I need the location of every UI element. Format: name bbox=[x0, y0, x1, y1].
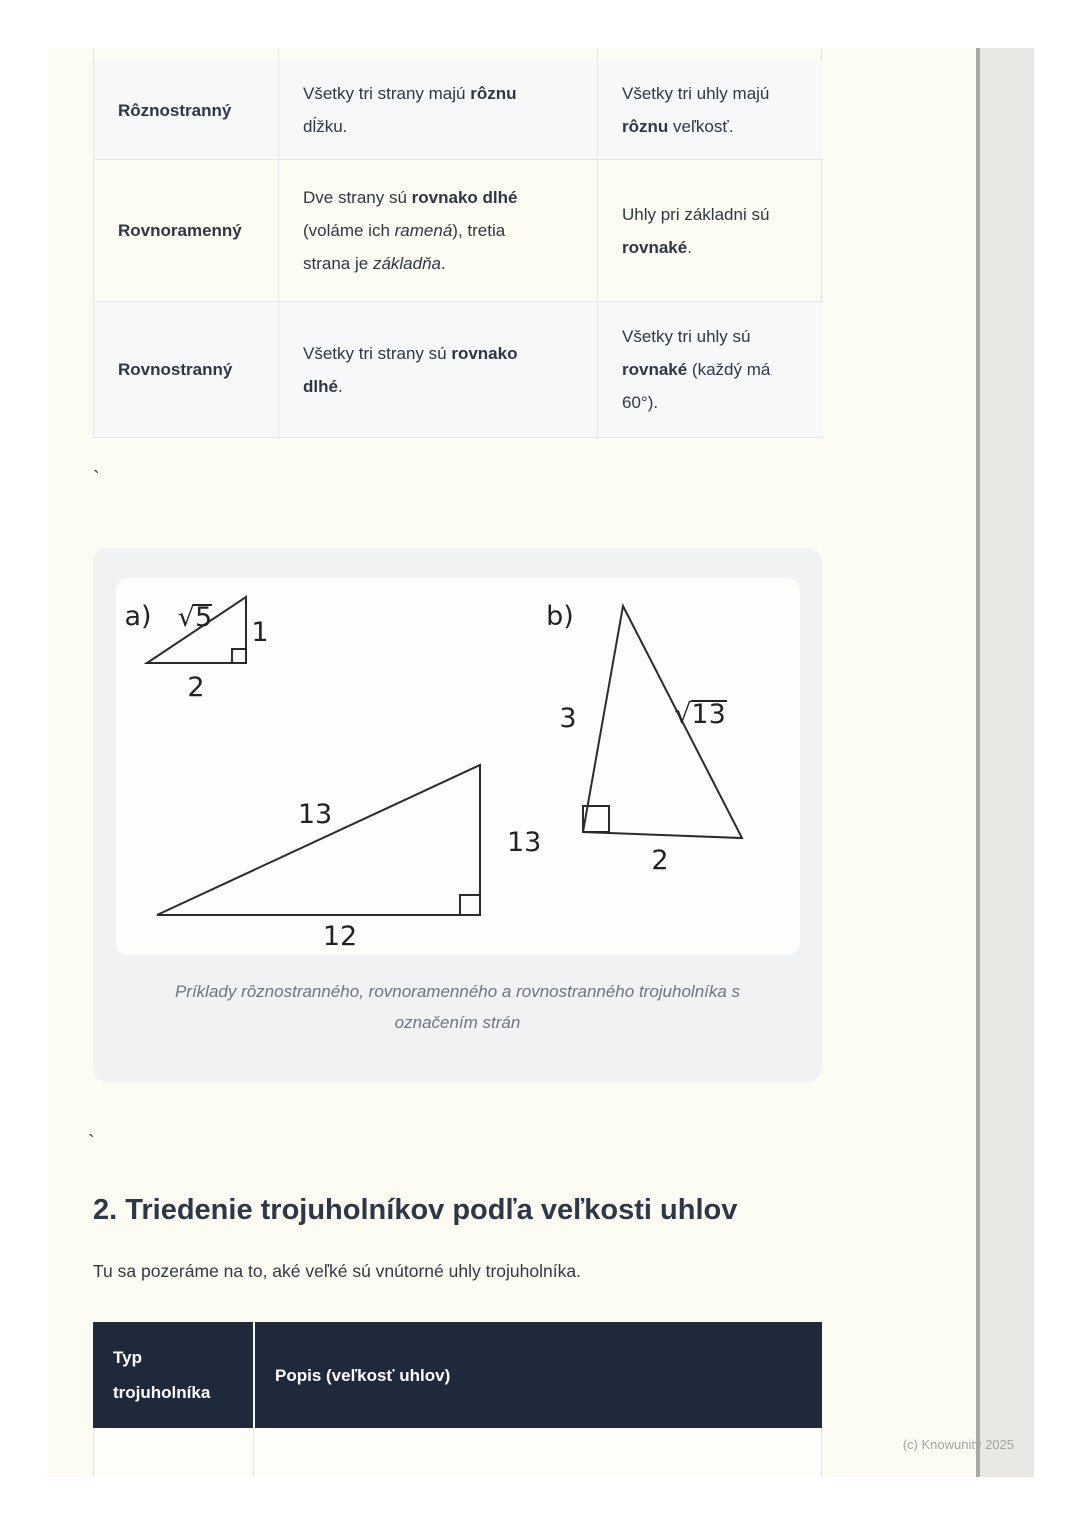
text-line: dĺžku. bbox=[303, 117, 348, 136]
label-hyp-13: 13 bbox=[297, 799, 333, 830]
label-side-1: 1 bbox=[251, 617, 269, 648]
triangle-type-cell: Rovnoramenný bbox=[94, 160, 279, 302]
triangle-sides-table bbox=[93, 48, 822, 438]
angles-table-row-cutoff bbox=[93, 1428, 822, 1477]
right-angle-marker-large bbox=[460, 895, 480, 915]
text-line: Všetky tri strany sú rovnako bbox=[303, 343, 518, 363]
triangle-angles-cell bbox=[598, 160, 823, 302]
label-side-13: 13 bbox=[507, 827, 542, 858]
triangle-sides-cell bbox=[279, 160, 598, 302]
triangle-sides-cell bbox=[279, 61, 598, 160]
section-heading: 2. Triedenie trojuholníkov podľa veľkosti uhlov bbox=[93, 1194, 738, 1226]
scrollbar-track[interactable] bbox=[976, 48, 1034, 1477]
text-line: Všetky tri uhly majú bbox=[622, 84, 770, 103]
label-base-12: 12 bbox=[322, 921, 358, 952]
text-line: rovnaké. bbox=[622, 237, 692, 257]
text-line: 60°). bbox=[622, 393, 659, 412]
figure-caption bbox=[93, 976, 822, 1038]
table-row-roznostranny bbox=[94, 61, 821, 160]
table-row-rovnostranny bbox=[94, 302, 821, 437]
figure-caption-line2: označením strán bbox=[394, 1013, 521, 1032]
label-a: a) bbox=[124, 601, 152, 632]
triangle-figure-image bbox=[116, 578, 800, 955]
text-line: strana je základňa. bbox=[303, 254, 446, 273]
angles-table-header-popis: Popis (veľkosť uhlov) bbox=[253, 1322, 822, 1428]
triangle-angles-table bbox=[93, 1322, 822, 1477]
label-side-3: 3 bbox=[559, 703, 577, 734]
text-line: rôznu veľkosť. bbox=[622, 117, 734, 136]
table-row-cutoff bbox=[94, 48, 821, 61]
triangle-type-cell: Rovnostranný bbox=[94, 302, 279, 437]
angles-table-header bbox=[93, 1322, 822, 1428]
label-b: b) bbox=[546, 601, 574, 632]
triangles-drawing bbox=[116, 578, 800, 955]
triangle-sides-cell bbox=[279, 302, 598, 437]
section-intro-paragraph: Tu sa pozeráme na to, aké veľké sú vnútorné uhly trojuholníka. bbox=[93, 1261, 581, 1281]
triangle-large bbox=[157, 765, 480, 915]
text-line: Všetky tri uhly sú bbox=[622, 327, 751, 346]
triangle-type-cell: Rôznostranný bbox=[94, 61, 279, 160]
stray-backtick: ` bbox=[88, 1132, 95, 1154]
triangle-angles-cell bbox=[598, 61, 823, 160]
right-angle-marker-a bbox=[232, 649, 246, 663]
label-base-2b: 2 bbox=[651, 845, 669, 876]
label-sqrt13: √13 bbox=[674, 699, 726, 730]
text-line: Dve strany sú rovnako dlhé bbox=[303, 188, 518, 207]
text-line: Všetky tri strany majú rôznu bbox=[303, 84, 517, 103]
copyright-watermark: (c) Knowunity 2025 bbox=[902, 1437, 1014, 1452]
figure-caption-line1: Príklady rôznostranného, rovnoramenného a rovnostranného trojuholníka s bbox=[174, 982, 741, 1001]
text-line: Uhly pri základni sú bbox=[622, 204, 770, 224]
triangle-figure-card bbox=[93, 548, 822, 1082]
text-line: rovnaké (každý má bbox=[622, 360, 771, 379]
triangle-angles-cell bbox=[598, 302, 823, 437]
stray-backtick: ` bbox=[93, 468, 100, 490]
document-page bbox=[48, 48, 976, 1477]
label-base-2: 2 bbox=[187, 672, 205, 703]
table-row-rovnoramenny bbox=[94, 160, 821, 302]
text-line: (voláme ich ramená), tretia bbox=[303, 221, 506, 240]
label-sqrt5: √5 bbox=[177, 602, 213, 633]
angles-table-header-type: Typ trojuholníka bbox=[113, 1348, 211, 1402]
text-line: dlhé. bbox=[303, 376, 343, 396]
